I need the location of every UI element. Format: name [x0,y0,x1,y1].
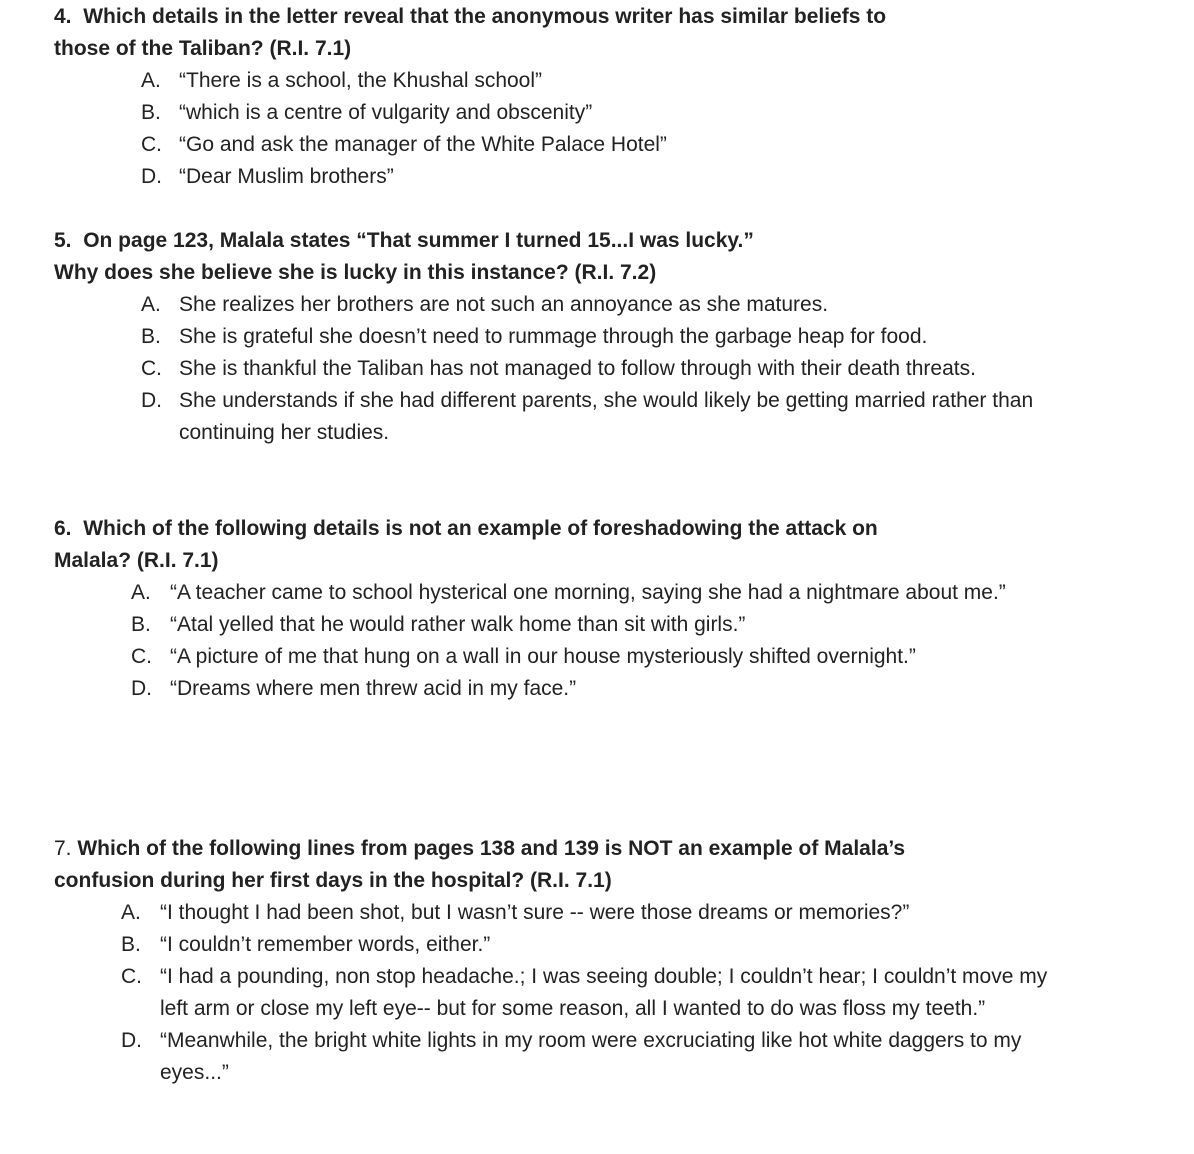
option-letter: A. [131,581,151,604]
question-stem-line [54,1,1154,33]
option-letter: D. [141,165,162,188]
question-stem-text: On page 123, Malala states “That summer I turned 15...I was lucky.” [83,229,754,252]
answer-option[interactable] [54,321,1154,353]
question-stem-text: Which of the following lines from pages 138 and 139 is NOT an example of Malala’s [77,837,906,860]
option-text: “I had a pounding, non stop headache.; I was seeing double; I couldn’t hear; I couldn’t move my left arm or close my left eye-- but for some reason, all I wanted to do was floss my teeth.” [160,965,1048,1020]
question-stem-line: those of the Taliban? (R.I. 7.1) [54,37,352,60]
option-text: She is thankful the Taliban has not managed to follow through with their death threats. [179,357,976,380]
option-letter: C. [141,357,162,380]
answer-option[interactable] [54,353,1154,385]
answer-option[interactable] [54,1025,1154,1089]
question-6 [54,513,1154,705]
option-text: “I thought I had been shot, but I wasn’t sure -- were those dreams or memories?” [160,901,910,924]
option-letter: B. [121,933,141,956]
option-letter: B. [131,613,151,636]
option-text: “which is a centre of vulgarity and obscenity” [179,101,593,124]
option-letter: D. [141,389,162,412]
option-letter: D. [121,1029,142,1052]
answer-options [54,65,1154,193]
answer-option[interactable] [54,65,1154,97]
question-stem-text: Which details in the letter reveal that the anonymous writer has similar beliefs to [83,5,887,28]
question-stem-line [54,225,1154,257]
question-stem-line: Why does she believe she is lucky in this instance? (R.I. 7.2) [54,261,657,284]
answer-option[interactable] [54,609,1154,641]
option-letter: C. [131,645,152,668]
option-text: “Meanwhile, the bright white lights in my room were excruciating like hot white daggers to my eyes...” [160,1029,1022,1084]
answer-option[interactable] [54,673,1154,705]
question-stem-line [54,833,1154,865]
question-number: 6. [54,517,72,540]
answer-options [54,897,1154,1089]
answer-options [54,289,1154,449]
option-text: “Dear Muslim brothers” [179,165,394,188]
option-text: “There is a school, the Khushal school” [179,69,543,92]
question-stem-line: confusion during her first days in the hospital? (R.I. 7.1) [54,869,612,892]
question-stem-line: Malala? (R.I. 7.1) [54,549,219,572]
option-letter: C. [141,133,162,156]
question-number: 4. [54,5,72,28]
option-text: “Atal yelled that he would rather walk home than sit with girls.” [170,613,746,636]
option-text: She is grateful she doesn’t need to rummage through the garbage heap for food. [179,325,928,348]
option-text: “A picture of me that hung on a wall in our house mysteriously shifted overnight.” [170,645,916,668]
option-letter: B. [141,325,161,348]
option-letter: B. [141,101,161,124]
question-number: 7. [54,837,72,860]
answer-option[interactable] [54,961,1154,1025]
option-text: “Dreams where men threw acid in my face.” [170,677,577,700]
answer-option[interactable] [54,897,1154,929]
option-text: “A teacher came to school hysterical one morning, saying she had a nightmare about me.” [170,581,1006,604]
question-stem-text: Which of the following details is not an example of foreshadowing the attack on [83,517,878,540]
option-text: She understands if she had different parents, she would likely be getting married rather than continuing her studies. [179,389,1034,444]
answer-option[interactable] [54,641,1154,673]
question-number: 5. [54,229,72,252]
option-text: She realizes her brothers are not such an annoyance as she matures. [179,293,829,316]
option-letter: A. [121,901,141,924]
option-text: “Go and ask the manager of the White Palace Hotel” [179,133,667,156]
option-letter: D. [131,677,152,700]
option-letter: A. [141,293,161,316]
answer-option[interactable] [54,161,1154,193]
question-5 [54,225,1154,449]
answer-option[interactable] [54,129,1154,161]
answer-option[interactable] [54,577,1154,609]
answer-option[interactable] [54,385,1154,449]
option-letter: C. [121,965,142,988]
option-letter: A. [141,69,161,92]
option-text: “I couldn’t remember words, either.” [160,933,491,956]
question-4 [54,1,1154,193]
answer-options [54,577,1154,705]
question-7 [54,833,1154,1089]
question-stem-line [54,513,1154,545]
answer-option[interactable] [54,97,1154,129]
answer-option[interactable] [54,289,1154,321]
answer-option[interactable] [54,929,1154,961]
